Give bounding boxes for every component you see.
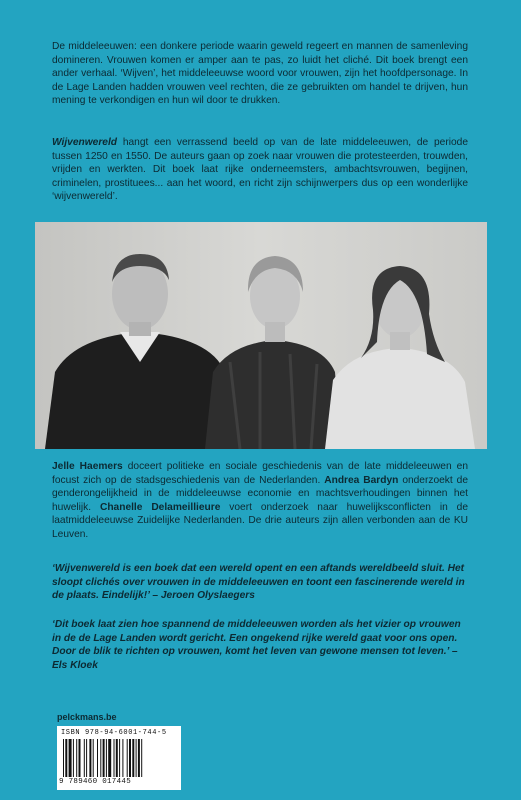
barcode [57, 726, 181, 790]
barcode-bar [69, 739, 72, 777]
isbn-label: ISBN 978-94-6001-744-5 [61, 729, 167, 737]
barcode-bar [127, 739, 128, 777]
barcode-bar [119, 739, 120, 777]
barcode-bar [108, 739, 111, 777]
barcode-bar [79, 739, 81, 777]
author-name-3: Chanelle Delameillieure [99, 501, 221, 513]
publisher-url: pelckmans.be [57, 712, 117, 722]
author-bio-3: voert onderzoek naar huwelijksconflicten in de laatmiddeleeuwse Zuidelijke Nederlanden. De drie auteurs zijn allen verbonden aan de KU Leuven. [52, 501, 468, 540]
barcode-bar [106, 739, 107, 777]
barcode-bar [132, 739, 134, 777]
barcode-bar [97, 739, 98, 777]
author-bio-1: doceert politieke en sociale geschiedenis van de late middeleeuwen en focust zich op de stadsgeschiedenis van de Nederlanden. [52, 461, 468, 486]
authors-photo [35, 222, 487, 449]
intro-paragraph: De middeleeuwen: een donkere periode waarin geweld regeert en mannen de samenleving domineren. Vrouwen komen er amper aan te pas, zo luidt het cliché. Dit boek brengt een ander verhaal. ‘Wijven’, het middeleeuwse woord voor vrouwen, zijn het hoofdpersonage. In de Lage Landen hadden vrouwen veel rechten, die ze gebruikten om handel te drijven, hun mening te verkondigen en hun wil door te drukken. [52, 41, 468, 107]
barcode-bar [138, 739, 140, 777]
barcode-bar [103, 739, 105, 777]
authors-bio [52, 460, 468, 542]
review-quote-1: ‘Wijvenwereld is een boek dat een wereld opent en een aftands wereldbeeld sluit. Het sloopt clichés over vrouwen in de middeleeuwen en toont een fascinerende wereld in de plaats. Eindelijk!’ – Jeroen Olyslaegers [52, 563, 465, 602]
synopsis-text: hangt een verrassend beeld op van de late middeleeuwen, de periode tussen 1250 en 1550. De auteurs gaan op zoek naar vrouwen die protesteerden, trouwden, vrijden en werkten. Dit boek laat rijke onderneemsters, ambachtsvrouwen, begijnen, criminelen, prostituees... aan het woord, en richt zijn schijnwerpers dus op een wonderlijke ‘wijvenwereld’. [52, 137, 468, 203]
barcode-bar [116, 739, 118, 777]
barcode-bar [114, 739, 115, 777]
barcode-bar [136, 739, 137, 777]
author-bio-2: onderzoekt de genderongelijkheid in de middeleeuwse economie en machtsverhoudingen binnen het huwelijk. [52, 474, 468, 513]
barcode-bar [84, 739, 85, 777]
barcode-bar [122, 739, 123, 777]
isbn-digits: 9 789460 017445 [59, 778, 132, 786]
barcode-bar [129, 739, 131, 777]
barcode-bar [141, 739, 142, 777]
barcode-bar [93, 739, 94, 777]
book-title: Wijvenwereld [52, 137, 118, 148]
synopsis-paragraph [52, 136, 468, 204]
barcode-bar [65, 739, 67, 777]
barcode-bar [73, 739, 74, 777]
barcode-bars [63, 739, 175, 777]
author-name-2: Andrea Bardyn [324, 474, 399, 486]
barcode-bar [86, 739, 87, 777]
review-quote-2: ‘Dit boek laat zien hoe spannend de middeleeuwen worden als het vizier op vrouwen in de de Lage Landen wordt gericht. Een ongekend rijke wereld gaat voor ons open. Door de blik te richten op vrouwen, komt het leven van gewone mensen tot leven.’ – Els Kloek [52, 619, 461, 671]
barcode-bar [76, 739, 77, 777]
author-name-1: Jelle Haemers [52, 461, 123, 472]
barcode-bar [100, 739, 101, 777]
barcode-bar [89, 739, 91, 777]
barcode-bar [63, 739, 64, 777]
